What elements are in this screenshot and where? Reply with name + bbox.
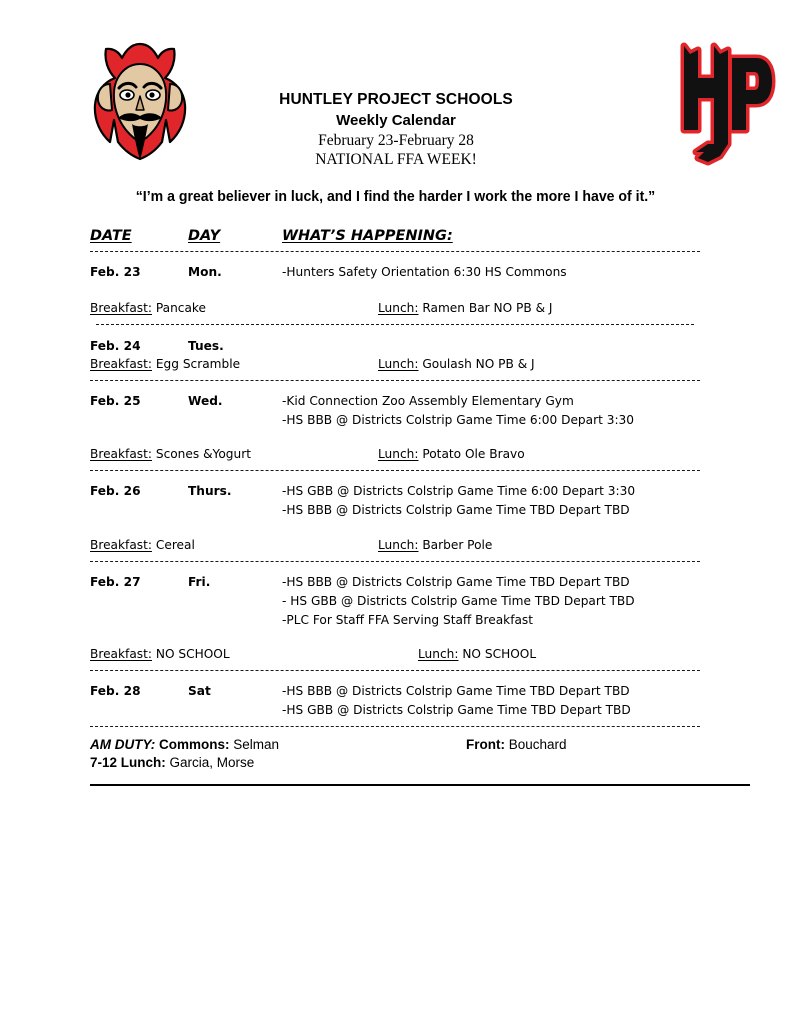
breakfast-value: Egg Scramble — [155, 357, 241, 372]
row-event: - HS GBB @ Districts Colstrip Game Time TBD Depart TBD — [282, 594, 635, 609]
breakfast-label: Breakfast: — [90, 647, 152, 662]
row-day: Thurs. — [188, 484, 232, 499]
lunch-duty-value: Garcia, Morse — [169, 755, 255, 770]
separator-rule — [96, 324, 694, 325]
row-date: Feb. 26 — [90, 484, 141, 499]
breakfast-label: Breakfast: — [90, 357, 152, 372]
row-day: Wed. — [188, 394, 223, 409]
am-duty-line — [90, 737, 279, 752]
commons-label: Commons: — [159, 737, 230, 752]
row-breakfast — [90, 357, 240, 372]
row-date: Feb. 25 — [90, 394, 141, 409]
separator-rule — [90, 251, 700, 252]
row-lunch — [378, 301, 553, 316]
separator-rule — [90, 670, 700, 671]
document-subtitle: Weekly Calendar — [336, 112, 456, 129]
column-header-date: DATE — [90, 228, 132, 244]
lunch-value: Barber Pole — [422, 538, 493, 553]
lunch-label: Lunch: — [378, 447, 419, 462]
row-day: Tues. — [188, 339, 224, 354]
breakfast-label: Breakfast: — [90, 301, 152, 316]
week-theme: NATIONAL FFA WEEK! — [315, 151, 477, 168]
row-date: Feb. 24 — [90, 339, 141, 354]
row-breakfast — [90, 647, 230, 662]
row-lunch — [418, 647, 536, 662]
separator-rule — [90, 561, 700, 562]
row-event: -HS GBB @ Districts Colstrip Game Time TBD Depart TBD — [282, 703, 631, 718]
quote-of-the-week: “I’m a great believer in luck, and I find the harder I work the more I have of it.” — [135, 188, 656, 205]
separator-rule — [90, 726, 700, 727]
row-breakfast — [90, 301, 206, 316]
school-name: HUNTLEY PROJECT SCHOOLS — [279, 91, 513, 108]
row-lunch — [378, 538, 492, 553]
lunch-label: Lunch: — [378, 357, 419, 372]
front-label: Front: — [466, 737, 505, 752]
row-event: -HS BBB @ Districts Colstrip Game Time 6:00 Depart 3:30 — [282, 413, 635, 428]
row-event: -Hunters Safety Orientation 6:30 HS Commons — [282, 265, 567, 280]
breakfast-value: Cereal — [155, 538, 195, 553]
lunch-value: Goulash NO PB & J — [422, 357, 535, 372]
lunch-duty-label: 7-12 Lunch: — [90, 755, 166, 770]
row-date: Feb. 27 — [90, 575, 141, 590]
column-header-day: DAY — [188, 228, 221, 244]
lunch-label: Lunch: — [418, 647, 459, 662]
row-date: Feb. 28 — [90, 684, 141, 699]
breakfast-value: NO SCHOOL — [155, 647, 230, 662]
row-event: -HS BBB @ Districts Colstrip Game Time TBD Depart TBD — [282, 684, 630, 699]
row-day: Mon. — [188, 265, 222, 280]
row-day: Sat — [188, 684, 211, 699]
commons-value: Selman — [233, 737, 280, 752]
row-event: -PLC For Staff FFA Serving Staff Breakfast — [282, 613, 534, 628]
lunch-duty-line — [90, 755, 254, 770]
row-day: Fri. — [188, 575, 211, 590]
breakfast-label: Breakfast: — [90, 538, 152, 553]
breakfast-value: Scones &Yogurt — [155, 447, 251, 462]
lunch-value: Ramen Bar NO PB & J — [422, 301, 553, 316]
front-duty — [466, 737, 567, 752]
am-duty-label: AM DUTY: — [90, 737, 156, 752]
lunch-label: Lunch: — [378, 538, 419, 553]
lunch-value: Potato Ole Bravo — [422, 447, 525, 462]
bottom-rule — [90, 784, 750, 786]
row-breakfast — [90, 538, 195, 553]
row-event: -Kid Connection Zoo Assembly Elementary Gym — [282, 394, 574, 409]
breakfast-value: Pancake — [155, 301, 207, 316]
separator-rule — [90, 470, 700, 471]
row-event: -HS GBB @ Districts Colstrip Game Time 6:00 Depart 3:30 — [282, 484, 636, 499]
breakfast-label: Breakfast: — [90, 447, 152, 462]
row-breakfast — [90, 447, 251, 462]
lunch-value: NO SCHOOL — [462, 647, 537, 662]
row-event: -HS BBB @ Districts Colstrip Game Time TBD Depart TBD — [282, 575, 630, 590]
row-lunch — [378, 447, 525, 462]
front-value: Bouchard — [508, 737, 567, 752]
row-date: Feb. 23 — [90, 265, 141, 280]
row-event: -HS BBB @ Districts Colstrip Game Time TBD Depart TBD — [282, 503, 630, 518]
separator-rule — [90, 380, 700, 381]
date-range: February 23-February 28 — [318, 132, 474, 149]
lunch-label: Lunch: — [378, 301, 419, 316]
row-lunch — [378, 357, 535, 372]
column-header-happening: WHAT’S HAPPENING: — [282, 228, 453, 244]
